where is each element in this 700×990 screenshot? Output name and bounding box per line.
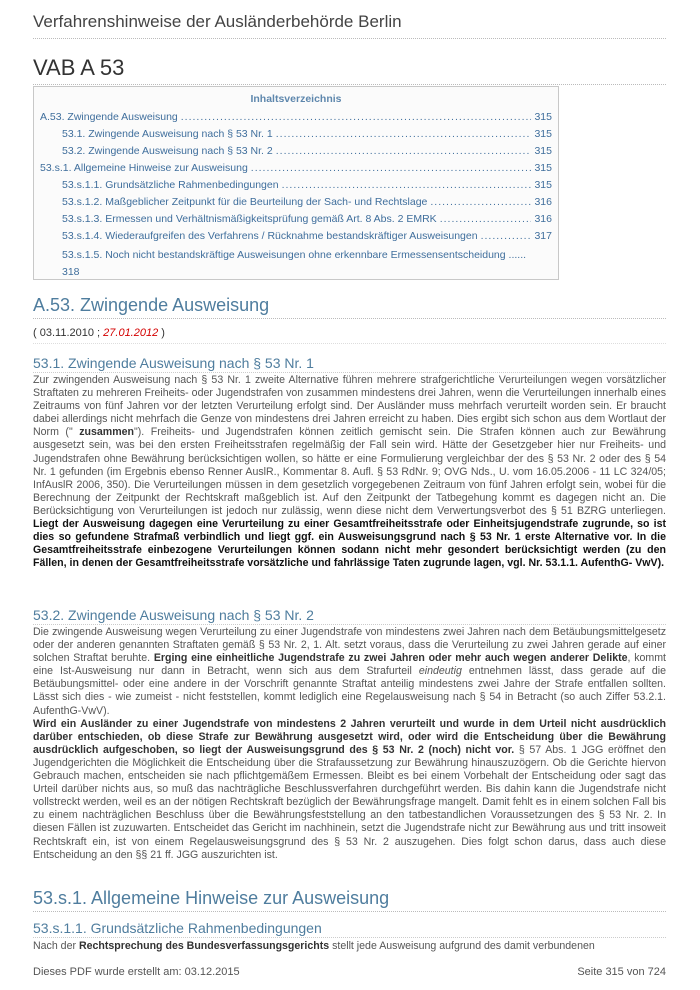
table-of-contents (33, 86, 559, 280)
text-run: , kommt eine Ist-Ausweisung nur dann in Betracht, wenn sich aus dem Strafurteil (33, 652, 666, 678)
pdf-created-date: Dieses PDF wurde erstellt am: 03.12.2015 (33, 966, 240, 978)
toc-entry[interactable] (40, 196, 552, 213)
revision-dates (33, 327, 666, 344)
toc-entry-label: 53.2. Zwingende Ausweisung nach § 53 Nr. 2 (62, 145, 273, 157)
toc-entry-page: 318 (62, 266, 80, 278)
toc-leader (282, 179, 532, 191)
text-run: stellt jede Ausweisung aufgrund des damit verbundenen (329, 940, 595, 952)
text-run-bold: zusammen (72, 426, 134, 439)
page-number: Seite 315 von 724 (577, 966, 666, 978)
toc-leader (276, 145, 532, 157)
text-run: § 57 Abs. 1 JGG eröffnet den Jugendgerichten die Möglichkeit die Entscheidung über die Strafaussetzung zur Bewährung hinauszuzögern. Ob die Gerichte hiervon Gebrauch machen, entscheiden sie nach pflichtgemäßem Ermessen. Bleibt es bei einem Vorbehalt der Entscheidung oder sagt das Urteil darüber nichts aus, so muß das nachträgliche Beschlussverfahren durchgeführt werden. Bis dahin kann die Jugendstrafe nicht vollstreckt werden, weil es an der nötigen Rechtskraft bezüglich der Bewährungsfrage mangelt. Damit fehlt es in einem solchen Fall bis zu einem nachträglichen Beschluss über die Bewährungsfeststellung an den tatbestandlichen Voraussetzungen des § 53 Nr. 2. In diesen Fällen ist zuzuwarten. Entscheidet das Gericht im nachhinein, setzt die Jugendstrafe nicht zur Bewährung aus und tritt insoweit Rechtskraft ein, ist von einem Regelausweisungsgrund des § 53 Nr. 2 auszugehen. Dies folgt schon darus, dass auch diese Entscheidung an den §§ 21 ff. JGG auszurichten ist. (33, 743, 667, 861)
document-title: VAB A 53 (33, 55, 666, 85)
text-run-bold: zugrunde, so ist dies so gefundene Strafmaß verbindlich und liegt ggf. ein Ausweisungsgrund nach § 53 Nr. 1 erste Alternative vor. In die Gesamtfreiheitsstrafe einbezogene Verurteilungen können sodann nicht mehr gesondert berücksichtigt werden (zu den Fällen, in denen der Gesamtfreiheitsstrafe vorsätzliche und fahrlässige Taten zugrunde lagen, vgl. Nr. 53.1.1. AufenthG- VwV). (33, 518, 667, 570)
date-separator: ; (93, 327, 104, 339)
toc-entry-page: 317 (534, 230, 552, 242)
text-run-bold: Erging eine einheitliche Jugendstrafe zu zwei Jahren oder mehr auch wegen anderer Delikte (153, 652, 628, 665)
date-bracket-close: ) (158, 327, 165, 339)
text-run-bold: Rechtsprechung des Bundesverfassungsgerichts (78, 940, 330, 952)
toc-entry-label: 53.1. Zwingende Ausweisung nach § 53 Nr. 1 (62, 128, 273, 140)
text-run-italic: eindeutig (418, 665, 462, 678)
toc-entry[interactable] (40, 179, 552, 196)
toc-entry[interactable] (40, 128, 552, 145)
toc-entry-page: 315 (534, 179, 552, 191)
toc-entry-label: 53.s.1.5. Noch nicht bestandskräftige Ausweisungen ohne erkennbare Ermessensentscheidung (62, 249, 506, 261)
page-footer (33, 966, 666, 978)
section-heading-a53: A.53. Zwingende Ausweisung (33, 295, 666, 319)
text-run: Zur zwingenden Ausweisung nach § 53 Nr. 1 zweite Alternative führen mehrere strafgerichtliche Verurteilungen wegen vorsätzlicher Straftaten zu mehreren Freiheits- oder Jugendstrafen von zusammen mindestens drei Jahren, wenn die Verurteilungen innerhalb eines Zeitraums von fünf Jahren vor der letzten Verurteilung erfolgt sind. Der Ausländer muss mehrfach verurteilt worden sein. Er braucht dabei allerdings nicht mehrfach die Genze von mindestens drei Jahren erreicht zu haben. Dies ergibt sich schon aus dem Wortlaut der Norm (" (33, 374, 666, 439)
toc-entry[interactable] (40, 213, 552, 230)
toc-entry-page: 315 (534, 162, 552, 174)
toc-leader (181, 111, 532, 123)
toc-entry-label: A.53. Zwingende Ausweisung (40, 111, 178, 123)
toc-entry-label: 53.s.1.4. Wiederaufgreifen des Verfahrens / Rücknahme bestandskräftiger Ausweisungen (62, 230, 478, 242)
text-run: Die zwingende Ausweisung wegen Verurteilung zu einer Jugendstrafe von mindestens zwei Jahren nach dem Betäubungsmittelgesetz oder der anderen genannten Straftaten gemäß § 53 Nr. 2, 1. Alt. setzt voraus, dass die Verurteilung zu zwei Jahren gerade auf einer solchen Straftat beruhte. (33, 626, 666, 665)
toc-entry[interactable] (40, 230, 552, 247)
paragraph-53-1 (33, 374, 666, 570)
paragraph-53-s1-1 (33, 940, 666, 953)
text-run: entnehmen lässt, dass gerade auf die Betäubungsmittel- oder eine andere in der Vorschrift genannte Straftat anteilig mindestens zwei Jahre der Strafe entfallen sollten. Lässt sich dies - wie zumeist - nicht feststellen, kommt lediglich eine Regelausweisung nach § 54 in Betracht (so auch Ziffer 53.2.1. AufenthG-VwV). (33, 665, 666, 717)
toc-entry-label: 53.s.1.1. Grundsätzliche Rahmenbedingungen (62, 179, 279, 191)
toc-entry[interactable] (40, 145, 552, 162)
section-heading-53-1: 53.1. Zwingende Ausweisung nach § 53 Nr. 1 (33, 355, 666, 373)
toc-leader (440, 213, 532, 225)
date-bracket-open: ( (33, 327, 40, 339)
text-run-bold: Einheitsjugendstrafe (473, 518, 579, 531)
toc-entry[interactable] (40, 247, 552, 281)
toc-entry-label: 53.s.1.3. Ermessen und Verhältnismäßigkeitsprüfung gemäß Art. 8 Abs. 2 EMRK (62, 213, 437, 225)
text-run-bold: einer Gesamtfreiheitsstrafe (303, 518, 443, 531)
page-header: Verfahrenshinweise der Ausländerbehörde Berlin (33, 12, 666, 39)
toc-title: Inhaltsverzeichnis (250, 93, 342, 105)
toc-leader (430, 196, 531, 208)
revision-date: 03.11.2010 (39, 327, 94, 339)
text-run: "). Freiheits- und Jugendstrafen können zeitlich gemischt sein. Die Strafen können auch zur Bewährung ausgesetzt sein, was bei den ersten Freiheitsstrafen regelmäßig der Fall sein wird. Hätte der Gesetzgeber hier nur Freiheits- und Jugendstrafen ohne Bewährung berücksichtigen wollen, so hätte er eine Formulierung vergleichbar der des § 53 Nr. 2 oder des § 54 Nr. 1 gefunden (im Ergebnis ebenso Renner AuslR., Kommentar 8. Aufl. § 53 RdNr. 9; OVG Nds., U. vom 16.05.2006 - 11 LC 324/05; InfAuslR 2006, 350). Die Verurteilungen müssen in dem gesetzlich vorgegebenen Zeitraum von fünf Jahren erfolgt sein, wobei für die Berechnung der Zeitpunkt der Rechtskraft maßgeblich ist. Auf den Zeitpunkt der Tatbegehung kommt es dagegen nicht an. Die Berücksichtigung von Verurteilungen ist jedoch nur zulässig, wenn diese nicht dem Verwertungsverbot des § 51 BZRG unterliegen. (33, 426, 666, 517)
toc-entry-page: 315 (534, 128, 552, 140)
toc-leader (276, 128, 532, 140)
toc-entry[interactable] (40, 111, 552, 128)
toc-entry-page: 316 (534, 196, 552, 208)
section-heading-53-s1-1: 53.s.1.1. Grundsätzliche Rahmenbedingungen (33, 920, 666, 938)
toc-leader: ...... (508, 249, 527, 261)
revision-date-updated: 27.01.2012 (103, 327, 159, 339)
toc-entry-page: 316 (534, 213, 552, 225)
text-run-bold: Wird ein Ausländer zu einer Jugendstrafe von mindestens 2 Jahren verurteilt und wurde in dem Urteil nicht ausdrücklich darüber entschieden, ob diese Strafe zur Bewährung ausgesetzt wird, oder wird die Entscheidung über die Bewährung ausdrücklich aufgeschoben, so liegt der Ausweisungsgrund des § 53 Nr. 2 (noch) nicht vor. (33, 717, 666, 756)
toc-entry[interactable] (40, 162, 552, 179)
toc-leader (481, 230, 532, 242)
section-heading-53-s1: 53.s.1. Allgemeine Hinweise zur Ausweisung (33, 888, 666, 912)
section-heading-53-2: 53.2. Zwingende Ausweisung nach § 53 Nr. 2 (33, 607, 666, 625)
toc-entry-label: 53.s.1.2. Maßgeblicher Zeitpunkt für die Beurteilung der Sach- und Rechtslage (62, 196, 428, 208)
paragraph-53-2 (33, 626, 666, 862)
toc-leader (251, 162, 532, 174)
toc-entry-page: 315 (534, 111, 552, 123)
text-run: Nach der (33, 940, 79, 952)
text-run-bold: oder (442, 518, 474, 531)
toc-entry-page: 315 (534, 145, 552, 157)
text-run-bold: Liegt der Ausweisung dagegen eine Verurteilung zu (33, 518, 304, 531)
toc-entry-label: 53.s.1. Allgemeine Hinweise zur Ausweisung (40, 162, 248, 174)
